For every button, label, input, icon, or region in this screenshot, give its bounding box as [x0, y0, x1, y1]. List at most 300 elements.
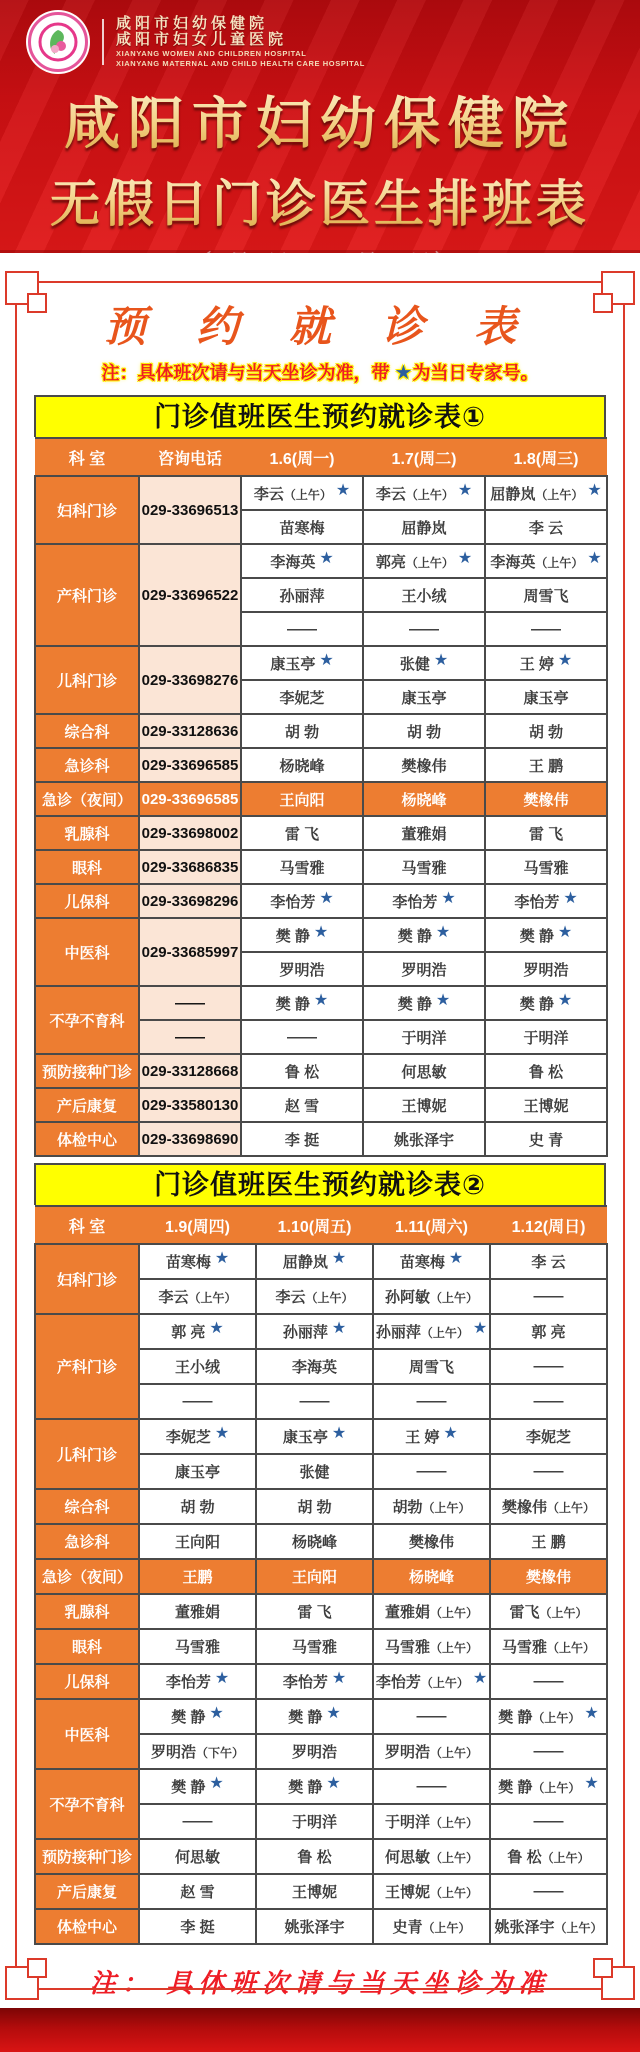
- dept-cell: 急诊科: [35, 748, 139, 782]
- schedule-cell: 罗明浩（下午）: [139, 1734, 256, 1769]
- schedule-cell: 胡 勃: [139, 1489, 256, 1524]
- schedule-cell: 李 云: [485, 510, 607, 544]
- schedule-table-1: [34, 437, 608, 1157]
- hospital-names: [116, 16, 365, 67]
- table-row: [35, 1122, 607, 1156]
- schedule-cell: 樊橡伟: [490, 1559, 607, 1594]
- schedule-cell: 赵 雪: [139, 1874, 256, 1909]
- schedule-cell: ——: [490, 1804, 607, 1839]
- dept-cell: 预防接种门诊: [35, 1054, 139, 1088]
- schedule-cell: 屈静岚: [363, 510, 485, 544]
- expert-star-icon: ★: [214, 1425, 230, 1443]
- schedule-cell: 周雪飞: [485, 578, 607, 612]
- schedule-cell: 康玉亭 ★: [241, 646, 363, 680]
- expert-star-icon: ★: [319, 889, 334, 907]
- expert-star-icon: ★: [313, 923, 329, 941]
- phone-cell: 029-33686835: [139, 850, 241, 884]
- time-qualifier: （下午）: [196, 1746, 245, 1761]
- table-row: [35, 1419, 607, 1454]
- expert-star-icon: ★: [433, 651, 449, 669]
- schedule-cell: ——: [373, 1454, 490, 1489]
- table-row: [35, 646, 607, 680]
- schedule-cell: 樊橡伟: [373, 1524, 490, 1559]
- schedule-cell: ——: [490, 1454, 607, 1489]
- dept-cell: 儿保科: [35, 884, 139, 918]
- column-header: 咨询电话: [139, 438, 241, 476]
- dept-cell: 眼科: [35, 850, 139, 884]
- schedule-cell: 胡 勃: [241, 714, 363, 748]
- hero-banner: [0, 0, 640, 253]
- hospital-header: [0, 0, 640, 72]
- logo-graphic-icon: [38, 22, 78, 62]
- schedule-cell: 王 鹏: [485, 748, 607, 782]
- table-row: [35, 816, 607, 850]
- time-qualifier: （上午）: [405, 555, 454, 570]
- expert-star-icon: ★: [557, 991, 573, 1009]
- table-row: [35, 544, 607, 578]
- time-qualifier: （上午）: [430, 1606, 479, 1621]
- schedule-cell: 李妮芝: [241, 680, 363, 714]
- table-header-row: [35, 438, 607, 476]
- schedule-cell: 鲁 松（上午）: [490, 1839, 607, 1874]
- schedule-cell: 罗明浩: [256, 1734, 373, 1769]
- table-row: [35, 1524, 607, 1559]
- expert-star-icon: ★: [319, 651, 334, 669]
- schedule-cell: 罗明浩: [363, 952, 485, 986]
- dept-cell: 产后康复: [35, 1874, 139, 1909]
- table-header-row: [35, 1206, 607, 1244]
- schedule-cell: 王博妮: [363, 1088, 485, 1122]
- table-row: [35, 918, 607, 952]
- schedule-cell: ——: [490, 1384, 607, 1419]
- expert-star-icon: ★: [563, 889, 578, 907]
- schedule-cell: 胡勃（上午）: [373, 1489, 490, 1524]
- expert-star-icon: ★: [335, 481, 351, 499]
- dept-cell: 儿科门诊: [35, 646, 139, 714]
- expert-star-icon: ★: [326, 1705, 341, 1723]
- expert-star-icon: ★: [441, 889, 456, 907]
- schedule-cell: 史青（上午）: [373, 1909, 490, 1944]
- dept-cell: 急诊（夜间）: [35, 1559, 139, 1594]
- time-qualifier: （上午）: [554, 1921, 603, 1936]
- expert-star-icon: ★: [587, 481, 602, 499]
- time-qualifier: （上午）: [547, 1641, 596, 1656]
- schedule-cell: 赵 雪: [241, 1088, 363, 1122]
- expert-star-icon: ★: [557, 923, 573, 941]
- phone-cell: 029-33696522: [139, 544, 241, 646]
- schedule-cell: 杨晓峰: [256, 1524, 373, 1559]
- schedule-cell: 樊 静 ★: [241, 986, 363, 1020]
- table-row: [35, 1594, 607, 1629]
- schedule-cell: 李怡芳 ★: [256, 1664, 373, 1699]
- phone-cell: 029-33128636: [139, 714, 241, 748]
- table1-banner: 门诊值班医生预约就诊表①: [34, 395, 606, 437]
- bottom-red-band: [0, 2008, 640, 2052]
- schedule-cell: 樊 静 ★: [485, 918, 607, 952]
- time-qualifier: （上午）: [535, 555, 584, 570]
- schedule-cell: 樊 静 ★: [485, 986, 607, 1020]
- schedule-cell: 王博妮: [256, 1874, 373, 1909]
- expert-star-icon: ★: [331, 1320, 347, 1338]
- time-qualifier: （上午）: [532, 1781, 581, 1796]
- schedule-cell: 王博妮（上午）: [373, 1874, 490, 1909]
- schedule-cell: 樊 静 ★: [241, 918, 363, 952]
- schedule-cell: 樊 静 ★: [256, 1769, 373, 1804]
- time-qualifier: （上午）: [430, 1851, 479, 1866]
- schedule-cell: 屈静岚 ★: [256, 1244, 373, 1279]
- phone-cell: 029-33580130: [139, 1088, 241, 1122]
- time-qualifier: （上午）: [430, 1291, 479, 1306]
- schedule-cell: 雷 飞: [256, 1594, 373, 1629]
- dept-cell: 急诊（夜间）: [35, 782, 139, 816]
- dept-cell: 妇科门诊: [35, 1244, 139, 1314]
- content-area: [0, 253, 640, 2008]
- schedule-cell: 王小绒: [139, 1349, 256, 1384]
- dept-cell: 乳腺科: [35, 816, 139, 850]
- expert-star-icon: ★: [209, 1705, 224, 1723]
- phone-cell: ——: [139, 1020, 241, 1054]
- table-row: [35, 884, 607, 918]
- schedule-cell: 李海英（上午） ★: [485, 544, 607, 578]
- schedule-cell: 杨晓峰: [363, 782, 485, 816]
- schedule-cell: ——: [241, 612, 363, 646]
- phone-cell: 029-33696513: [139, 476, 241, 544]
- table-row: [35, 1314, 607, 1349]
- expert-star-icon: ★: [435, 991, 451, 1009]
- phone-cell: 029-33696585: [139, 748, 241, 782]
- schedule-cell: 何思敏（上午）: [373, 1839, 490, 1874]
- column-header: 1.9(周四): [139, 1206, 256, 1244]
- schedule-cell: 王向阳: [139, 1524, 256, 1559]
- expert-star-icon: ★: [331, 1670, 347, 1688]
- header-divider: [102, 19, 104, 65]
- schedule-cell: 何思敏: [363, 1054, 485, 1088]
- schedule-cell: 鲁 松: [256, 1839, 373, 1874]
- schedule-cell: 姚张泽宇: [363, 1122, 485, 1156]
- table2-banner: 门诊值班医生预约就诊表②: [34, 1163, 606, 1205]
- schedule-cell: 李怡芳 ★: [139, 1664, 256, 1699]
- schedule-cell: 王 鹏: [490, 1524, 607, 1559]
- schedule-cell: 李妮芝 ★: [139, 1419, 256, 1454]
- hospital-name-cn-1: 咸阳市妇幼保健院: [116, 15, 269, 33]
- table-row: [35, 1699, 607, 1734]
- schedule-cell: 何思敏: [139, 1839, 256, 1874]
- expert-star-icon: ★: [584, 1775, 599, 1793]
- column-header: 1.10(周五): [256, 1206, 373, 1244]
- schedule-cell: 马雪雅（上午）: [373, 1629, 490, 1664]
- dept-cell: 儿科门诊: [35, 1419, 139, 1489]
- table-row: [35, 1244, 607, 1279]
- table-row: [35, 1559, 607, 1594]
- phone-cell: 029-33698276: [139, 646, 241, 714]
- table-row: [35, 986, 607, 1020]
- schedule-cell: 樊橡伟: [485, 782, 607, 816]
- schedule-cell: 孙丽萍（上午） ★: [373, 1314, 490, 1349]
- schedule-cell: 苗寒梅: [241, 510, 363, 544]
- table-row: [35, 1909, 607, 1944]
- schedule-cell: 姚张泽宇: [256, 1909, 373, 1944]
- time-qualifier: （上午）: [539, 1606, 588, 1621]
- table-row: [35, 1769, 607, 1804]
- dept-cell: 产科门诊: [35, 544, 139, 646]
- schedule-cell: 王向阳: [256, 1559, 373, 1594]
- schedule-cell: 胡 勃: [256, 1489, 373, 1524]
- note-suffix: 为当日专家号。: [412, 363, 539, 384]
- dept-cell: 综合科: [35, 1489, 139, 1524]
- section-title: 预 约 就 诊 表: [103, 305, 536, 351]
- expert-star-icon: ★: [443, 1425, 458, 1443]
- expert-star-icon: ★: [209, 1320, 224, 1338]
- expert-star-icon: ★: [214, 1250, 230, 1268]
- schedule-cell: 李怡芳 ★: [363, 884, 485, 918]
- schedule-cell: 于明洋: [485, 1020, 607, 1054]
- table1-header: [35, 438, 607, 476]
- schedule-cell: 樊橡伟: [363, 748, 485, 782]
- dept-cell: 不孕不育科: [35, 1769, 139, 1839]
- time-qualifier: （上午）: [305, 1291, 354, 1306]
- hospital-logo-icon: [28, 12, 88, 72]
- schedule-cell: 樊橡伟（上午）: [490, 1489, 607, 1524]
- table-row: [35, 1088, 607, 1122]
- table2-header: [35, 1206, 607, 1244]
- expert-star-icon: ★: [457, 549, 473, 567]
- table-row: [35, 1629, 607, 1664]
- expert-star-icon: ★: [319, 549, 334, 567]
- schedule-cell: 姚张泽宇（上午）: [490, 1909, 607, 1944]
- column-header: 1.6(周一): [241, 438, 363, 476]
- phone-cell: 029-33698296: [139, 884, 241, 918]
- schedule-cell: 李云（上午）: [256, 1279, 373, 1314]
- schedule-cell: 郭 亮 ★: [139, 1314, 256, 1349]
- time-qualifier: （上午）: [535, 487, 584, 502]
- schedule-cell: 王鹏: [139, 1559, 256, 1594]
- dept-cell: 综合科: [35, 714, 139, 748]
- schedule-cell: 郭亮（上午） ★: [363, 544, 485, 578]
- expert-star-icon: ★: [214, 1670, 230, 1688]
- schedule-cell: 苗寒梅 ★: [373, 1244, 490, 1279]
- schedule-cell: ——: [373, 1699, 490, 1734]
- schedule-cell: 樊 静 ★: [139, 1699, 256, 1734]
- dept-cell: 眼科: [35, 1629, 139, 1664]
- schedule-cell: ——: [490, 1874, 607, 1909]
- time-qualifier: （上午）: [283, 487, 332, 502]
- schedule-cell: ——: [363, 612, 485, 646]
- schedule-cell: 苗寒梅 ★: [139, 1244, 256, 1279]
- schedule-cell: 康玉亭: [363, 680, 485, 714]
- column-header: 1.8(周三): [485, 438, 607, 476]
- schedule-cell: 康玉亭 ★: [256, 1419, 373, 1454]
- column-header: 1.11(周六): [373, 1206, 490, 1244]
- schedule-cell: 罗明浩: [241, 952, 363, 986]
- time-qualifier: （上午）: [420, 1326, 469, 1341]
- schedule-cell: ——: [490, 1664, 607, 1699]
- schedule-cell: 李怡芳 ★: [241, 884, 363, 918]
- schedule-cell: 罗明浩（上午）: [373, 1734, 490, 1769]
- dept-cell: 中医科: [35, 1699, 139, 1769]
- schedule-cell: 王小绒: [363, 578, 485, 612]
- schedule-cell: 李妮芝: [490, 1419, 607, 1454]
- expert-star-icon: ★: [472, 1320, 488, 1338]
- schedule-cell: 于明洋: [363, 1020, 485, 1054]
- schedule-cell: 张健 ★: [363, 646, 485, 680]
- schedule-cell: ——: [373, 1384, 490, 1419]
- schedule-cell: 孙丽萍 ★: [256, 1314, 373, 1349]
- schedule-cell: 马雪雅: [363, 850, 485, 884]
- expert-star-icon: ★: [209, 1775, 224, 1793]
- phone-cell: 029-33696585: [139, 782, 241, 816]
- dept-cell: 儿保科: [35, 1664, 139, 1699]
- schedule-cell: 雷 飞: [241, 816, 363, 850]
- schedule-cell: 樊 静（上午） ★: [490, 1769, 607, 1804]
- phone-cell: ——: [139, 986, 241, 1020]
- schedule-cell: 王博妮: [485, 1088, 607, 1122]
- time-qualifier: （上午）: [405, 487, 454, 502]
- schedule-cell: 鲁 松: [485, 1054, 607, 1088]
- schedule-cell: 张健: [256, 1454, 373, 1489]
- schedule-cell: ——: [373, 1769, 490, 1804]
- schedule-cell: 王 婷 ★: [485, 646, 607, 680]
- expert-star-icon: ★: [435, 923, 451, 941]
- dept-cell: 体检中心: [35, 1909, 139, 1944]
- table-row: [35, 476, 607, 510]
- table-row: [35, 1839, 607, 1874]
- column-header: 1.7(周二): [363, 438, 485, 476]
- schedule-cell: 康玉亭: [139, 1454, 256, 1489]
- table-row: [35, 850, 607, 884]
- schedule-cell: 李云（上午）: [139, 1279, 256, 1314]
- time-qualifier: （上午）: [420, 1676, 469, 1691]
- time-qualifier: （上午）: [430, 1641, 479, 1656]
- schedule-cell: 樊 静 ★: [363, 986, 485, 1020]
- schedule-cell: 马雪雅: [241, 850, 363, 884]
- schedule-cell: 董雅娟: [139, 1594, 256, 1629]
- schedule-cell: ——: [485, 612, 607, 646]
- table-row: [35, 748, 607, 782]
- table-row: [35, 1054, 607, 1088]
- expert-star-icon: ★: [313, 991, 329, 1009]
- phone-cell: 029-33128668: [139, 1054, 241, 1088]
- dept-cell: 不孕不育科: [35, 986, 139, 1054]
- schedule-cell: 王向阳: [241, 782, 363, 816]
- schedule-cell: 胡 勃: [363, 714, 485, 748]
- schedule-cell: 李云（上午） ★: [363, 476, 485, 510]
- expert-star-icon: ★: [394, 362, 413, 385]
- schedule-cell: 史 青: [485, 1122, 607, 1156]
- dept-cell: 体检中心: [35, 1122, 139, 1156]
- schedule-cell: 胡 勃: [485, 714, 607, 748]
- dept-cell: 乳腺科: [35, 1594, 139, 1629]
- schedule-cell: 杨晓峰: [241, 748, 363, 782]
- time-qualifier: （上午）: [188, 1291, 237, 1306]
- schedule-cell: 郭 亮: [490, 1314, 607, 1349]
- schedule-cell: ——: [490, 1349, 607, 1384]
- schedule-cell: ——: [490, 1734, 607, 1769]
- schedule-cell: ——: [139, 1804, 256, 1839]
- expert-star-icon: ★: [331, 1425, 347, 1443]
- schedule-cell: 雷 飞: [485, 816, 607, 850]
- schedule-cell: 李 挺: [139, 1909, 256, 1944]
- schedule-cell: 马雪雅（上午）: [490, 1629, 607, 1664]
- dept-cell: 产科门诊: [35, 1314, 139, 1419]
- top-note: [34, 361, 606, 385]
- schedule-cell: 杨晓峰: [373, 1559, 490, 1594]
- schedule-cell: 李 挺: [241, 1122, 363, 1156]
- note-prefix: 注：具体班次请与当天坐诊为准，带: [101, 363, 390, 384]
- schedule-cell: 罗明浩: [485, 952, 607, 986]
- expert-star-icon: ★: [472, 1670, 488, 1688]
- dept-cell: 产后康复: [35, 1088, 139, 1122]
- time-qualifier: （上午）: [430, 1816, 479, 1831]
- table-row: [35, 1489, 607, 1524]
- schedule-cell: 李怡芳（上午） ★: [373, 1664, 490, 1699]
- schedule-cell: 李 云: [490, 1244, 607, 1279]
- schedule-cell: 屈静岚（上午） ★: [485, 476, 607, 510]
- schedule-cell: 孙阿敏（上午）: [373, 1279, 490, 1314]
- expert-star-icon: ★: [584, 1705, 599, 1723]
- hospital-name-en-1: XIANYANG WOMEN AND CHILDREN HOSPITAL: [116, 48, 307, 58]
- expert-star-icon: ★: [557, 651, 573, 669]
- schedule-cell: 董雅娟（上午）: [373, 1594, 490, 1629]
- expert-star-icon: ★: [457, 481, 473, 499]
- dept-cell: 妇科门诊: [35, 476, 139, 544]
- dept-cell: 中医科: [35, 918, 139, 986]
- column-header: 科 室: [35, 1206, 139, 1244]
- table-row: [35, 714, 607, 748]
- schedule-cell: 马雪雅: [139, 1629, 256, 1664]
- time-qualifier: （上午）: [422, 1501, 471, 1516]
- schedule-cell: 李海英: [256, 1349, 373, 1384]
- time-qualifier: （上午）: [430, 1746, 479, 1761]
- table-row: [35, 782, 607, 816]
- expert-star-icon: ★: [331, 1250, 347, 1268]
- schedule-cell: ——: [256, 1384, 373, 1419]
- schedule-cell: 李海英 ★: [241, 544, 363, 578]
- time-qualifier: （上午）: [430, 1886, 479, 1901]
- schedule-cell: 李云（上午） ★: [241, 476, 363, 510]
- schedule-cell: 于明洋: [256, 1804, 373, 1839]
- time-qualifier: （上午）: [422, 1921, 471, 1936]
- expert-star-icon: ★: [587, 549, 602, 567]
- schedule-table-2: [34, 1205, 608, 1945]
- schedule-cell: 董雅娟: [363, 816, 485, 850]
- schedule-cell: 孙丽萍: [241, 578, 363, 612]
- schedule-cell: 康玉亭: [485, 680, 607, 714]
- hospital-name-en-2: XIANYANG MATERNAL AND CHILD HEALTH CARE HOSPITAL: [116, 58, 365, 68]
- phone-cell: 029-33698002: [139, 816, 241, 850]
- schedule-cell: 樊 静 ★: [363, 918, 485, 952]
- dept-cell: 急诊科: [35, 1524, 139, 1559]
- time-qualifier: （上午）: [547, 1501, 596, 1516]
- poster-title-line1: 咸阳市妇幼保健院: [0, 80, 640, 160]
- schedule-cell: 樊 静 ★: [139, 1769, 256, 1804]
- phone-cell: 029-33685997: [139, 918, 241, 986]
- schedule-cell: 李怡芳 ★: [485, 884, 607, 918]
- table-row: [35, 1874, 607, 1909]
- schedule-cell: ——: [490, 1279, 607, 1314]
- column-header: 1.12(周日): [490, 1206, 607, 1244]
- hospital-name-cn-2: 咸阳市妇女儿童医院: [116, 31, 288, 49]
- dept-cell: 预防接种门诊: [35, 1839, 139, 1874]
- time-qualifier: （上午）: [541, 1851, 590, 1866]
- schedule-cell: 马雪雅: [256, 1629, 373, 1664]
- schedule-cell: 周雪飞: [373, 1349, 490, 1384]
- schedule-cell: 马雪雅: [485, 850, 607, 884]
- schedule-cell: ——: [241, 1020, 363, 1054]
- footer-note: 注： 具体班次请与当天坐诊为准: [89, 1969, 551, 1999]
- expert-star-icon: ★: [448, 1250, 464, 1268]
- schedule-cell: 鲁 松: [241, 1054, 363, 1088]
- expert-star-icon: ★: [326, 1775, 341, 1793]
